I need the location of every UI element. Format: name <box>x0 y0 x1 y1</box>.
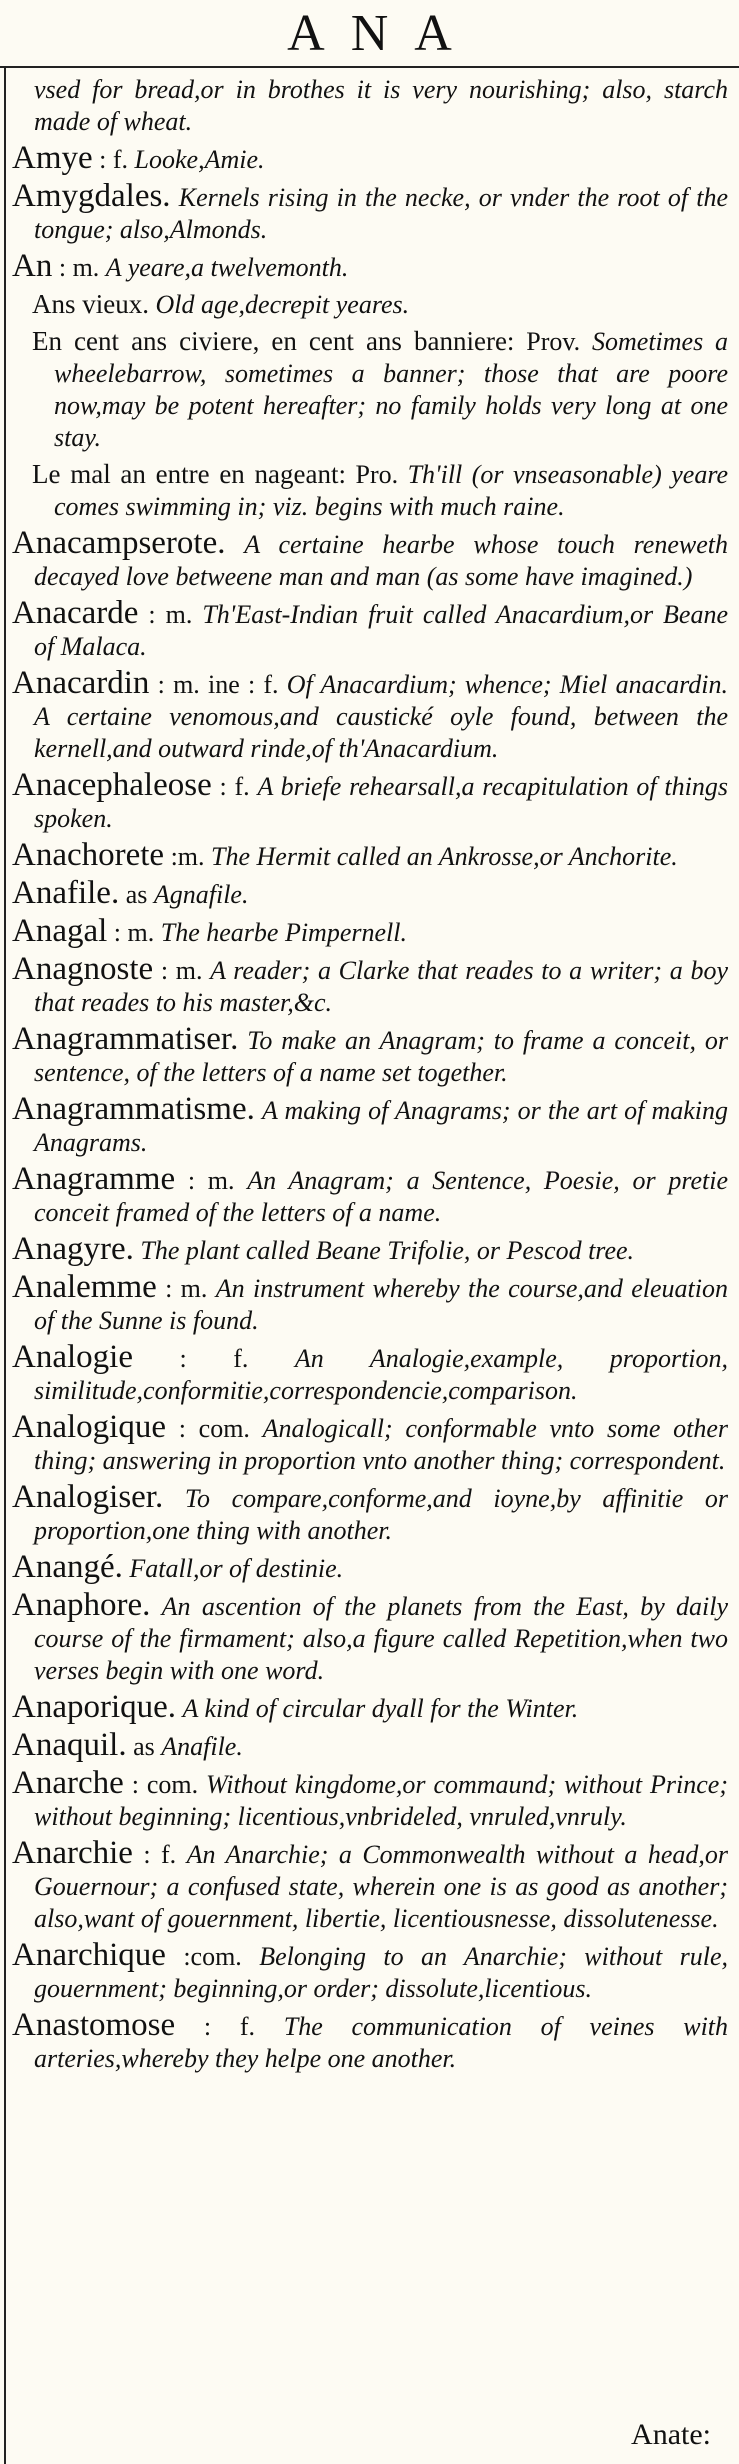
headword: Analemme <box>12 1269 157 1305</box>
dictionary-entry <box>12 597 728 663</box>
grammar-label: : m. <box>148 600 193 629</box>
dictionary-entry <box>12 1767 728 1833</box>
definition: Fatall,or of destinie. <box>129 1554 344 1583</box>
dictionary-entry <box>12 839 728 873</box>
dictionary-entry <box>12 1233 728 1267</box>
headword: Anacarde <box>12 595 139 631</box>
definition: Sometimes a wheelebarrow, sometimes a banner; those that are poore now,may be potent hereafter; no family holds very long at one stay. <box>54 327 729 452</box>
dictionary-entry <box>12 1163 728 1229</box>
dictionary-entry <box>12 1341 728 1407</box>
headword: Anagrammatisme. <box>12 1091 255 1127</box>
dictionary-entry <box>12 1411 728 1477</box>
dictionary-entry <box>12 180 728 246</box>
headword: Anacephaleose <box>12 767 212 803</box>
dictionary-entry <box>12 1837 728 1935</box>
definition: An Anagram; a Sentence, Poesie, or pretie conceit framed of the letters of a name. <box>34 1166 728 1227</box>
entry-continuation <box>12 74 728 138</box>
headword: Anangé. <box>12 1549 123 1585</box>
definition: Looke,Amie. <box>134 145 265 174</box>
dictionary-entry <box>12 142 728 176</box>
definition: The hearbe Pimpernell. <box>160 918 407 947</box>
headword: Anagnoste <box>12 951 154 987</box>
dictionary-entry <box>12 2009 728 2075</box>
page-header-title: ANA <box>287 5 478 62</box>
headword: Anacampserote. <box>12 525 226 561</box>
headword: Ans vieux. <box>32 289 149 319</box>
headword: Anagramme <box>12 1161 176 1197</box>
headword: Anacardin <box>12 665 150 701</box>
definition: Belonging to an Anarchie; without rule, gouernment; beginning,or order; dissolute,licentious. <box>34 1942 729 2003</box>
dictionary-entry <box>12 915 728 949</box>
dictionary-entry <box>12 1023 728 1089</box>
dictionary-entry <box>12 953 728 1019</box>
dictionary-entry <box>12 667 728 765</box>
definition: A certaine hearbe whose touch reneweth decayed love betweene man and man (as some have imagined.) <box>34 530 728 591</box>
grammar-label: : m. <box>165 1274 208 1303</box>
headword: Anagal <box>12 913 108 949</box>
headword: Analogiser. <box>12 1479 164 1515</box>
definition: Agnafile. <box>153 880 249 909</box>
grammar-label: as <box>125 880 148 909</box>
dictionary-entry <box>12 1481 728 1547</box>
grammar-label: :m. <box>170 842 205 871</box>
definition: An Analogie,example, proportion, similitude,conformitie,correspondencie,comparison. <box>34 1344 729 1405</box>
definition: Th'ill (or vnseasonable) yeare comes swimming in; viz. begins with much raine. <box>54 460 729 521</box>
headword: Le mal an entre en nageant: <box>32 459 346 489</box>
headword: En cent ans civiere, en cent ans banniere: <box>32 326 515 356</box>
definition: Old age,decrepit yeares. <box>155 290 410 319</box>
dictionary-entry <box>12 1271 728 1337</box>
definition: A making of Anagrams; or the art of making Anagrams. <box>34 1096 729 1157</box>
grammar-label: : m. <box>187 1166 235 1195</box>
grammar-label: : m. <box>160 956 203 985</box>
definition: To make an Anagram; to frame a conceit, or sentence, of the letters of a name set together. <box>34 1026 729 1087</box>
headword: Anagrammatiser. <box>12 1021 239 1057</box>
definition: A kind of circular dyall for the Winter. <box>182 1694 579 1723</box>
definition: Th'East-Indian fruit called Anacardium,or Beane of Malaca. <box>34 600 729 661</box>
sub-entry <box>12 458 728 523</box>
headword: Anaquil. <box>12 1727 127 1763</box>
dictionary-entry <box>12 1589 728 1687</box>
definition: To compare,conforme,and ioyne,by affinitie or proportion,one thing with another. <box>34 1484 729 1545</box>
definition: Of Anacardium; whence; Miel anacardin. A certaine venomous,and caustické oyle found, between the kernell,and outward rinde,of th'Anacardium. <box>34 670 729 763</box>
headword: Amygdales. <box>12 178 171 214</box>
headword: Amye <box>12 140 93 176</box>
headword: Anarchique <box>12 1937 166 1973</box>
grammar-label: : f. <box>99 145 129 174</box>
grammar-label: : m. ine : f. <box>157 670 279 699</box>
dictionary-entry <box>12 1691 728 1725</box>
dictionary-entry <box>12 250 728 284</box>
grammar-label: : f. <box>203 2012 256 2041</box>
headword: Analogie <box>12 1339 133 1375</box>
headword: Anagyre. <box>12 1231 134 1267</box>
definition: The plant called Beane Trifolie, or Pescod tree. <box>140 1236 635 1265</box>
dictionary-entry <box>12 877 728 911</box>
catchword: Anate: <box>631 2418 711 2451</box>
dictionary-entry <box>12 1551 728 1585</box>
dictionary-entry <box>12 769 728 835</box>
dictionary-entry <box>12 1093 728 1159</box>
headword: Analogique <box>12 1409 166 1445</box>
sub-entry <box>12 288 728 321</box>
entry-list <box>12 74 728 2079</box>
definition: An Anarchie; a Commonwealth without a head,or Gouernour; a confused state, wherein one is as good as another; also,want of gouernment, libertie, licentiousnesse, dissolutenesse. <box>34 1840 729 1933</box>
grammar-label: Pro. <box>355 460 399 489</box>
grammar-label: : com. <box>131 1770 199 1799</box>
headword: Anaporique. <box>12 1689 177 1725</box>
headword: Anarchie <box>12 1835 133 1871</box>
header-rule <box>0 66 739 68</box>
grammar-label: Prov. <box>526 327 581 356</box>
definition: Analogicall; conformable vnto some other thing; answering in proportion vnto another thing; correspondent. <box>34 1414 729 1475</box>
headword: An <box>12 248 53 284</box>
sub-entry <box>12 325 728 454</box>
grammar-label: : f. <box>219 772 250 801</box>
definition: vsed for bread,or in brothes it is very nourishing; also, starch made of wheat. <box>34 75 728 136</box>
definition: A briefe rehearsall,a recapitulation of things spoken. <box>34 772 728 833</box>
dictionary-entry <box>12 1939 728 2005</box>
grammar-label: : f. <box>143 1840 177 1869</box>
headword: Anafile. <box>12 875 120 911</box>
definition: Without kingdome,or commaund; without Prince; without beginning; licentious,vnbrideled, vnruled,vnruly. <box>34 1770 728 1831</box>
definition: The Hermit called an Ankrosse,or Anchorite. <box>211 842 678 871</box>
dictionary-entry <box>12 1729 728 1763</box>
grammar-label: :com. <box>183 1942 242 1971</box>
definition: Anafile. <box>161 1732 243 1761</box>
grammar-label: as <box>133 1732 155 1761</box>
definition: A yeare,a twelvemonth. <box>105 253 349 282</box>
grammar-label: : f. <box>179 1344 249 1373</box>
definition: A reader; a Clarke that reades to a writer; a boy that reades to his master,&c. <box>34 956 728 1017</box>
headword: Anaphore. <box>12 1587 151 1623</box>
definition: An instrument whereby the course,and eleuation of the Sunne is found. <box>34 1274 729 1335</box>
headword: Anachorete <box>12 837 165 873</box>
dictionary-entry <box>12 527 728 593</box>
grammar-label: : com. <box>178 1414 250 1443</box>
grammar-label: : m. <box>113 918 155 947</box>
column-rule <box>4 66 6 2464</box>
headword: Anastomose <box>12 2007 176 2043</box>
grammar-label: : m. <box>58 253 100 282</box>
definition: The communication of veines with arteries,whereby they helpe one another. <box>34 2012 729 2073</box>
definition: An ascention of the planets from the East, by daily course of the firmament; also,a figure called Repetition,when two verses begin with one word. <box>34 1592 729 1685</box>
definition: Kernels rising in the necke, or vnder the root of the tongue; also,Almonds. <box>34 183 728 244</box>
headword: Anarche <box>12 1765 124 1801</box>
